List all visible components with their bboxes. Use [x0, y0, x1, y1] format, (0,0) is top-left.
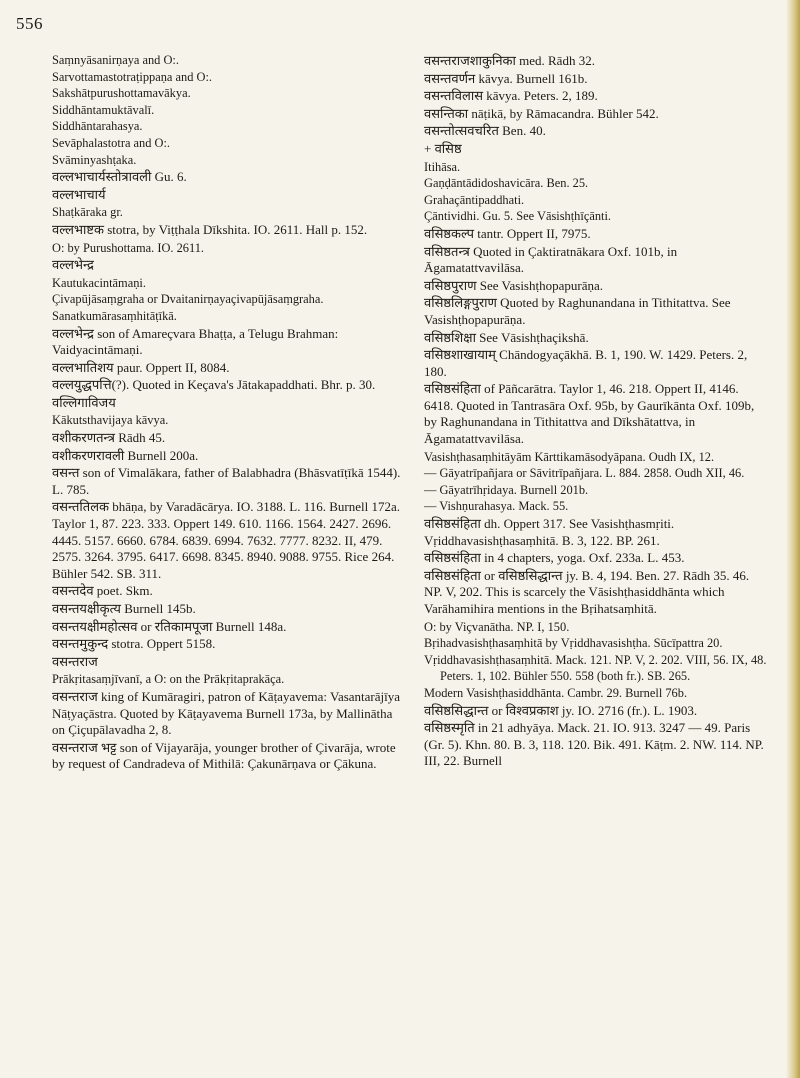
- index-entry: Svāminyashṭaka.: [52, 152, 137, 167]
- index-entry: वल्लभेन्द्र son of Amareçvara Bhaṭṭa, a Telugu Brahman: Vaidyacintāmaṇi.: [52, 325, 339, 358]
- index-entry: वसन्तयक्षीमहोत्सव or रतिकामपूजा Burnell 148a.: [52, 618, 287, 634]
- index-entry: Bṛihadvasishṭhasaṃhitā by Vṛiddhavasishṭha. Sūcīpattra 20.: [424, 636, 723, 651]
- index-entry: वसन्तिका nāṭikā, by Rāmacandra. Bühler 542.: [424, 105, 659, 121]
- right-column: [424, 52, 770, 771]
- index-entry: Siddhāntamuktāvalī.: [52, 102, 155, 117]
- index-entry: वसन्तोत्सवचरित Ben. 40.: [424, 123, 546, 139]
- page-edge: [786, 0, 800, 1078]
- index-entry: वल्लभाचार्य: [52, 186, 106, 202]
- index-entry: वसिष्ठपुराण See Vasishṭhopapurāṇa.: [424, 277, 603, 293]
- index-entry: वसन्तयक्षीकृत्य Burnell 145b.: [52, 601, 196, 616]
- index-entry: वसिष्ठतन्त्र Quoted in Çaktiratnākara Oxf. 101b, in Āgamatattvavilāsa.: [424, 243, 678, 276]
- index-entry: वसिष्ठशाखायाम् Chāndogyaçākhā. B. 1, 190. W. 1429. Peters. 2, 180.: [424, 347, 748, 379]
- index-entry: Kautukacintāmaṇi.: [52, 275, 146, 290]
- index-entry: Saṃnyāsanirṇaya and O:.: [52, 53, 179, 67]
- page-number: 556: [16, 14, 43, 33]
- index-entry: — Vishṇurahasya. Mack. 55.: [424, 499, 569, 514]
- index-entry: वसिष्ठसंहिता or वसिष्ठसिद्धान्त jy. B. 4, 194. Ben. 27. Rādh 35. 46. NP. V, 202. This is scarcely the Vāsishṭhasiddhānta which Varāhamihira mentions in the Bṛihatsaṃhitā.: [424, 567, 750, 616]
- index-entry: O: by Viçvanātha. NP. I, 150.: [424, 619, 570, 634]
- index-entry: वसन्तराज king of Kumāragiri, patron of Kāṭayavema: Vasantarājīya Nāṭyaçāstra. Quoted by Kāṭayavema Burnell 173a, by Mallinātha on Çiçupālavadha 2, 8.: [52, 688, 401, 738]
- index-entry: वसिष्ठसंहिता of Pāñcarātra. Taylor 1, 46. 218. Oppert II, 4146. 6418. Quoted in Tantrasāra Oxf. 95b, by Gaurīkānta Oxf. 109b, by Raghunandana in Tithitattva and Dīkshātattva, in Āgamatattvavilāsa.: [424, 381, 755, 447]
- index-entry: Itihāsa.: [424, 159, 461, 174]
- index-entry: वल्लभेन्द्र: [52, 257, 94, 273]
- index-entry: Sevāphalastotra and O:.: [52, 135, 171, 150]
- index-entry: Çivapūjāsaṃgraha or Dvaitanirṇayaçivapūjāsaṃgraha.: [52, 292, 324, 307]
- index-entry: Gaṇḍāntādidoshavicāra. Ben. 25.: [424, 176, 589, 191]
- index-entry: वसिष्ठसिद्धान्त or विश्वप्रकाश jy. IO. 2716 (fr.). L. 1903.: [424, 702, 698, 718]
- index-entry: Modern Vasishṭhasiddhānta. Cambr. 29. Burnell 76b.: [424, 685, 688, 700]
- index-entry: वल्लिगाविजय: [52, 394, 116, 410]
- index-entry: Prākṛitasaṃjīvanī, a O: on the Prākṛitaprakāça.: [52, 672, 285, 687]
- index-entry: Çāntividhi. Gu. 5. See Vāsishṭhīçānti.: [424, 209, 611, 224]
- index-entry: Sanatkumārasaṃhitāṭīkā.: [52, 308, 177, 323]
- index-entry: वसिष्ठकल्प tantr. Oppert II, 7975.: [424, 225, 591, 241]
- index-entry: O: by Purushottama. IO. 2611.: [52, 240, 205, 255]
- index-entry: — Gāyatrīhṛidaya. Burnell 201b.: [424, 482, 589, 497]
- index-entry: वशीकरणतन्त्र Rādh 45.: [52, 430, 166, 446]
- index-entry: Sarvottamastotraṭippaṇa and O:.: [52, 69, 213, 84]
- index-entry: Siddhāntarahasya.: [52, 119, 143, 134]
- index-entry: Vṛiddhavasishṭhasaṃhitā. Mack. 121. NP. V, 2. 202. VIII, 56. IX, 48. Peters. 1, 102. Bühler 550. 558 (both fr.). SB. 265.: [424, 652, 767, 684]
- index-entry: वसिष्ठस्मृति in 21 adhyāya. Mack. 21. IO. 913. 3247 — 49. Paris (Gr. 5). Khn. 80. B. 3, 118. 120. Bik. 491. Kāṭm. 2. NW. 114. NP. III, 22. Burnell: [424, 720, 764, 769]
- index-entry: वसिष्ठलिङ्गपुराण Quoted by Raghunandana in Tithitattva. See Vasishṭhopapurāṇa.: [424, 295, 731, 327]
- index-entry: वल्लभातिशय paur. Oppert II, 8084.: [52, 359, 230, 375]
- index-entry: वल्लभाचार्यस्तोत्रावली Gu. 6.: [52, 169, 187, 185]
- index-entry: वसिष्ठशिक्षा See Vāsishṭhaçikshā.: [424, 329, 589, 345]
- index-entry: वशीकरणरावली Burnell 200a.: [52, 447, 199, 463]
- index-entry: वसन्तमुकुन्द stotra. Oppert 5158.: [52, 636, 216, 652]
- index-entry: Vasishṭhasaṃhitāyām Kārttikamāsodyāpana. Oudh IX, 12.: [424, 449, 715, 464]
- index-entry: Kākutsthavijaya kāvya.: [52, 413, 169, 428]
- index-entry: वसन्तराज भट्ट son of Vijayarāja, younger brother of Çivarāja, wrote by request of Candradeva of Mithilā: Çakunārṇava or Çākuna.: [52, 739, 396, 772]
- index-entry: वसन्तराजशाकुनिका med. Rādh 32.: [424, 53, 595, 68]
- index-entry: वसन्त son of Vimalākara, father of Balabhadra (Bhāsvatīṭīkā 1544). L. 785.: [52, 465, 401, 497]
- left-column: [52, 52, 404, 774]
- index-entry: वसन्तदेव poet. Skm.: [52, 583, 153, 599]
- index-entry: वसन्तविलास kāvya. Peters. 2, 189.: [424, 88, 598, 104]
- index-entry: वल्लभाष्टक stotra, by Viṭṭhala Dīkshita. IO. 2611. Hall p. 152.: [52, 221, 368, 237]
- index-entry: वसिष्ठसंहिता dh. Oppert 317. See Vasishṭhasmṛiti. Vṛiddhavasishṭhasaṃhitā. B. 3, 122. BP. 261.: [424, 516, 675, 548]
- index-entry: Shaṭkāraka gr.: [52, 205, 123, 220]
- index-entry: वसन्तवर्णन kāvya. Burnell 161b.: [424, 70, 588, 86]
- index-entry: वसन्तराज: [52, 653, 98, 669]
- index-entry: — Gāyatrīpañjara or Sāvitrīpañjara. L. 884. 2858. Oudh XII, 46.: [424, 466, 745, 481]
- index-entry: + वसिष्ठ: [424, 140, 462, 156]
- index-entry: वसिष्ठसंहिता in 4 chapters, yoga. Oxf. 233a. L. 453.: [424, 550, 685, 566]
- index-entry: Sakshātpurushottamavākya.: [52, 86, 191, 101]
- index-entry: Grahaçāntipaddhati.: [424, 192, 525, 207]
- index-entry: वसन्ततिलक bhāṇa, by Varadācārya. IO. 3188. L. 116. Burnell 172a. Taylor 1, 87. 223. 333. Oppert 149. 610. 1166. 1564. 2427. 2696. 4445. 5157. 6660. 6784. 6839. 6994. 7632. 7777. 8232. II, 479. 2575. 3264. 3795. 6417. 6698. 8345. 8940. 9088. 9755. Rice 264. Bühler 542. SB. 311.: [52, 499, 400, 581]
- index-entry: वल्लयुद्धपत्ति(?). Quoted in Keçava's Jātakapaddhati. Bhr. p. 30.: [52, 377, 376, 393]
